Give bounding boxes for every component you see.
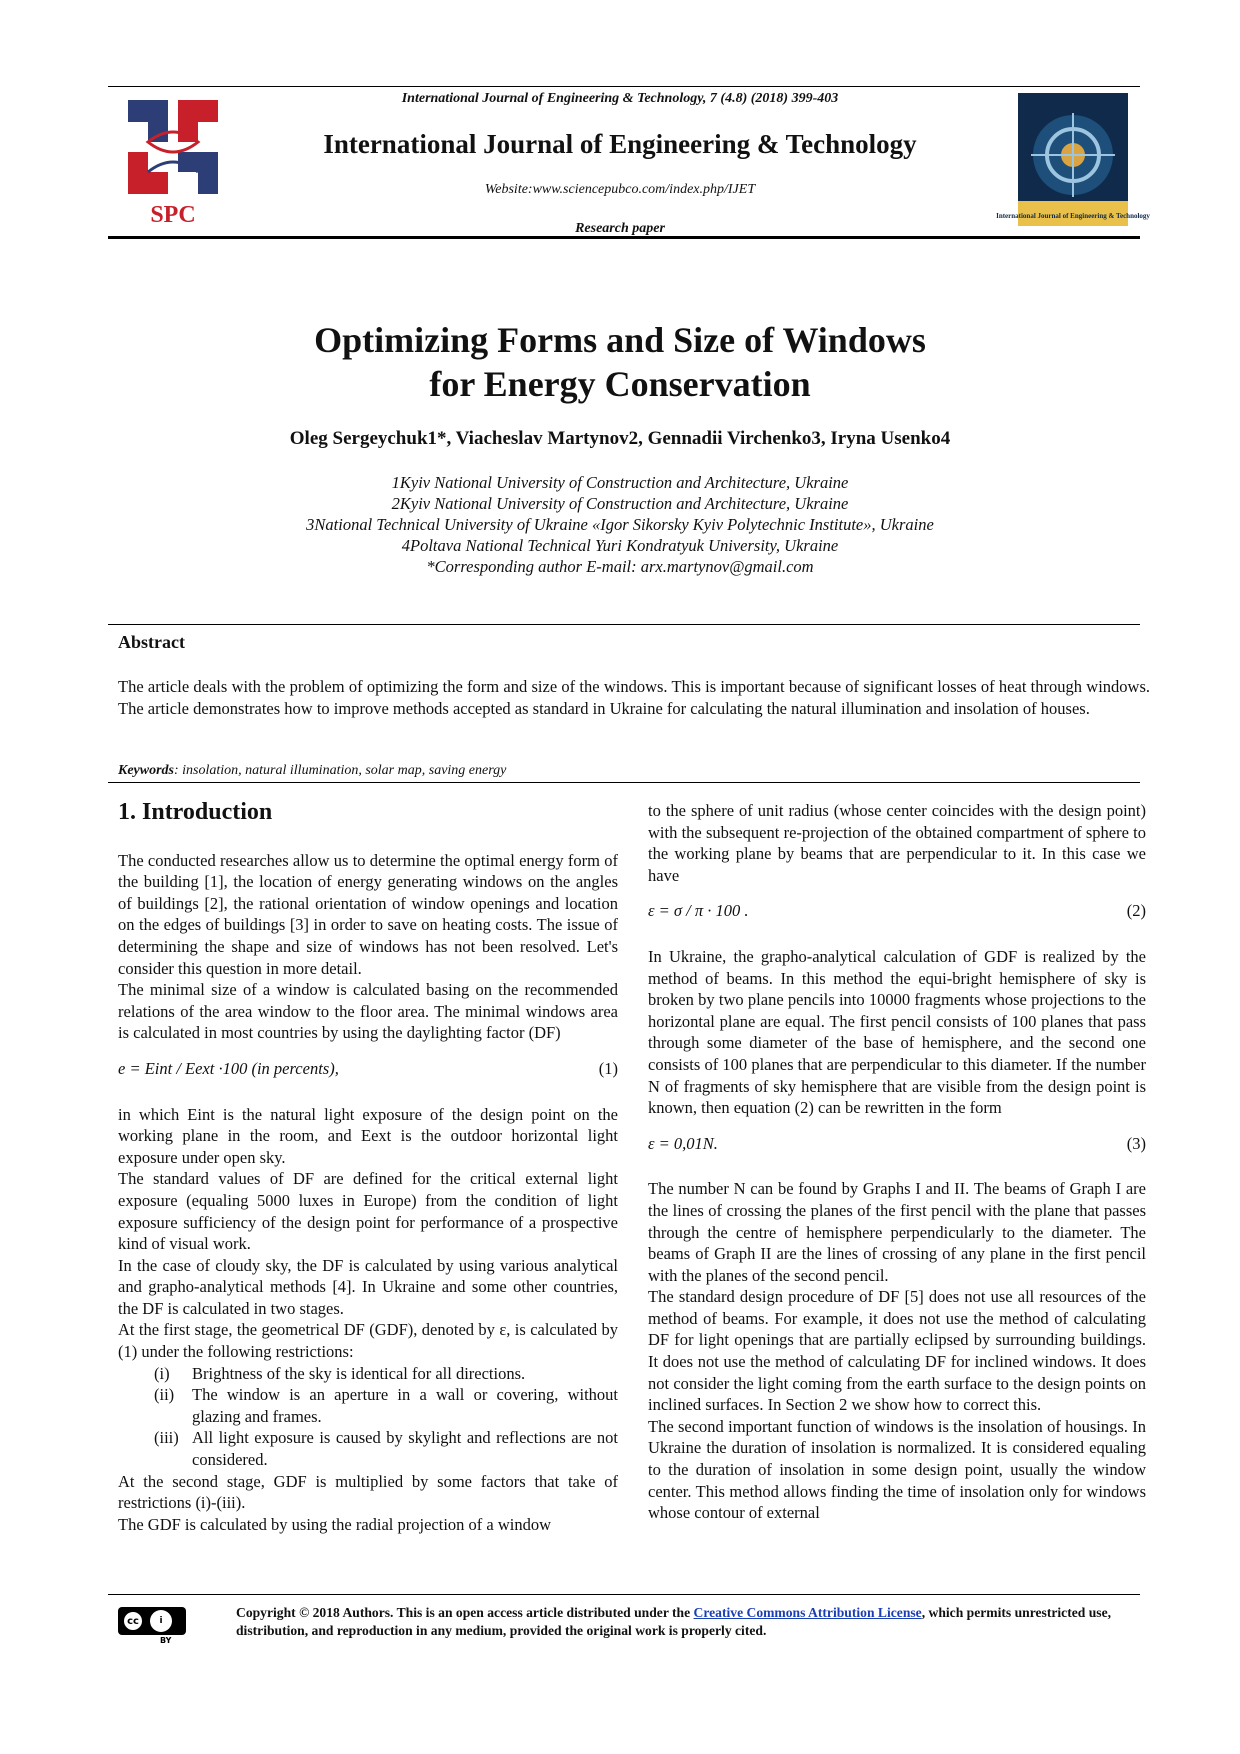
affiliation-1: 1Kyiv National University of Construction and Architecture, Ukraine bbox=[391, 473, 849, 492]
equation-1-number: (1) bbox=[598, 1058, 618, 1078]
header-top-rule bbox=[108, 86, 1140, 87]
paper-type: Research paper bbox=[575, 221, 665, 236]
intro-paragraph-5: In the case of cloudy sky, the DF is calculated by using various analytical and grapho-analytical methods [4]. In Ukraine and some other countries, the DF is calculated in two stages. bbox=[118, 1255, 618, 1318]
keywords-text: : insolation, natural illumination, solar map, saving energy bbox=[174, 763, 507, 778]
list-item-label: (i) bbox=[154, 1363, 170, 1383]
equation-3 bbox=[648, 1133, 1146, 1155]
intro-paragraph-4: The standard values of DF are defined for the critical external light exposure (equaling 5000 luxes in Europe) from the condition of light exposure sufficiency of the design point for performance of a prospective kind of visual work. bbox=[118, 1169, 618, 1254]
equation-1-body: e = Eint / Eext ·100 (in percents), bbox=[118, 1058, 339, 1078]
abstract-bottom-rule bbox=[108, 782, 1140, 783]
intro-paragraph-1: The conducted researches allow us to determine the optimal energy form of the building [1], the location of energy generating windows on the angles of buildings [2], the rational orientation of window openings and location on the edges of buildings [3] in order to save on heating costs. The issue of determining the shape and size of windows has not been resolved. Let's consider this question in more detail. bbox=[118, 850, 618, 978]
right-paragraph-5: The second important function of windows is the insolation of housings. In Ukraine the duration of insolation is normalized. It is considered equaling to the duration of insolation in some design point, usually the window center. This method allows finding the time of insolation only for windows whose contour of external bbox=[648, 1416, 1146, 1523]
equation-3-body: ε = 0,01N. bbox=[648, 1133, 718, 1153]
equation-3-number: (3) bbox=[1126, 1133, 1146, 1153]
abstract-text: The article deals with the problem of optimizing the form and size of the windows. This is important because of significant losses of heat through windows. The article demonstrates how to improve methods accepted as standard in Ukraine for calculating the natural illumination and insolation of houses. bbox=[118, 677, 1150, 718]
spc-logo bbox=[118, 94, 228, 232]
right-paragraph-3: The number N can be found by Graphs I and II. The beams of Graph I are the lines of crossing the planes of the first pencil with the plane that passes through the centre of hemisphere perpendicularly to the diameter. The beams of Graph II are the lines of crossing of any plane in the first pencil with the planes of the second pencil. bbox=[648, 1179, 1146, 1285]
copyright-text-end: , which permits unrestricted use, distribution, and reproduction in any medium, provided the original work is properly cited. bbox=[236, 1605, 1112, 1638]
spc-logo-text: SPC bbox=[150, 202, 196, 228]
right-paragraph-2: In Ukraine, the grapho-analytical calculation of GDF is realized by the method of beams. In this method the equi-bright hemisphere of sky is broken by two plane pencils into 10000 fragments whose projections to the horizontal plane are equal. The first pencil consists of 100 planes that pass through some diameter of the base of hemisphere, and the second one consists of 100 planes that are perpendicular to this diameter. If the number N of fragments of sky hemisphere that are visible from the design point is known, then equation (2) can be rewritten in the form bbox=[648, 946, 1146, 1118]
equation-2-body: ε = σ / π · 100 . bbox=[648, 901, 749, 921]
intro-paragraph-6: At the first stage, the geometrical DF (GDF), denoted by ε, is calculated by (1) under the following restrictions: bbox=[118, 1320, 618, 1362]
footer-rule bbox=[108, 1594, 1140, 1595]
equation-2-number: (2) bbox=[1126, 901, 1146, 921]
affiliation-3: 3National Technical University of Ukraine «Igor Sikorsky Kyiv Polytechnic Institute», Ukraine bbox=[306, 515, 934, 534]
header-bottom-rule bbox=[108, 236, 1140, 239]
attribution-icon: i bbox=[150, 1610, 172, 1632]
list-item-text: All light exposure is caused by skylight and reflections are not considered. bbox=[192, 1428, 618, 1470]
affiliation-4: 4Poltava National Technical Yuri Kondratyuk University, Ukraine bbox=[401, 536, 839, 555]
paper-title bbox=[160, 318, 1080, 406]
list-item-label: (iii) bbox=[154, 1428, 179, 1448]
list-item bbox=[118, 1384, 618, 1427]
list-item-label: (ii) bbox=[154, 1385, 175, 1405]
intro-paragraph-2: The minimal size of a window is calculated basing on the recommended relations of the area window to the floor area. The minimal windows area is calculated in most countries by using the daylighting factor (DF) bbox=[118, 980, 618, 1043]
cc-by-badge[interactable] bbox=[118, 1607, 186, 1635]
cc-by-label: BY bbox=[160, 1636, 172, 1645]
equation-1 bbox=[118, 1058, 618, 1080]
intro-paragraph-3: in which Eint is the natural light exposure of the design point on the working plane in the room, and Eext is the outdoor horizontal light exposure under open sky. bbox=[118, 1104, 618, 1167]
section-heading-introduction: 1. Introduction bbox=[118, 799, 273, 825]
journal-reference: International Journal of Engineering & Technology, 7 (4.8) (2018) 399-403 bbox=[401, 91, 839, 106]
creative-commons-icon: cc bbox=[122, 1610, 144, 1632]
author-list: Oleg Sergeychuk1*, Viacheslav Martynov2, Gennadii Virchenko3, Iryna Usenko4 bbox=[289, 428, 951, 449]
list-item-text: The window is an aperture in a wall or covering, without glazing and frames. bbox=[192, 1385, 618, 1426]
intro-paragraph-7: At the second stage, GDF is multiplied by some factors that take of restrictions (i)-(iii). bbox=[118, 1471, 618, 1513]
equation-2 bbox=[648, 900, 1146, 922]
copyright-notice bbox=[236, 1604, 1148, 1640]
license-link[interactable]: Creative Commons Attribution License bbox=[693, 1605, 922, 1620]
right-paragraph-1: to the sphere of unit radius (whose center coincides with the design point) with the subsequent re-projection of the obtained compartment of sphere to the working plane by beams that are perpendicular to it. In this case we have bbox=[648, 801, 1146, 885]
keywords bbox=[118, 763, 506, 779]
abstract-heading: Abstract bbox=[118, 632, 185, 652]
right-column bbox=[648, 800, 1146, 1524]
intro-paragraph-8: The GDF is calculated by using the radial projection of a window bbox=[118, 1514, 552, 1534]
abstract-top-rule bbox=[108, 624, 1140, 625]
list-item-text: Brightness of the sky is identical for all directions. bbox=[192, 1363, 526, 1383]
journal-website[interactable]: Website:www.sciencepubco.com/index.php/IJET bbox=[484, 182, 756, 197]
right-paragraph-4: The standard design procedure of DF [5] does not use all resources of the method of beams. For example, it does not use the method of calculating DF for light openings that are partially eclipsed by surrounding buildings. It does not use the method of calculating DF for inclined windows. It does not consider the light coming from the earth surface to the design points on inclined surfaces. In Section 2 we show how to correct this. bbox=[648, 1287, 1146, 1415]
left-column bbox=[118, 800, 618, 1535]
list-item bbox=[118, 1363, 618, 1385]
list-item bbox=[118, 1427, 618, 1470]
copyright-text-start: Copyright © 2018 Authors. This is an open access article distributed under the bbox=[236, 1605, 694, 1620]
title-line-1: Optimizing Forms and Size of Windows bbox=[314, 320, 926, 360]
keywords-label: Keywords bbox=[118, 763, 174, 778]
journal-cover-image bbox=[996, 93, 1150, 226]
affiliation-2: 2Kyiv National University of Construction and Architecture, Ukraine bbox=[391, 494, 849, 513]
corresponding-author: *Corresponding author E-mail: arx.martynov@gmail.com bbox=[426, 557, 814, 576]
affiliations bbox=[160, 472, 1080, 577]
journal-title: International Journal of Engineering & Technology bbox=[323, 129, 917, 159]
cover-title: International Journal of Engineering & Technology bbox=[996, 212, 1150, 220]
title-line-2: for Energy Conservation bbox=[429, 364, 811, 404]
